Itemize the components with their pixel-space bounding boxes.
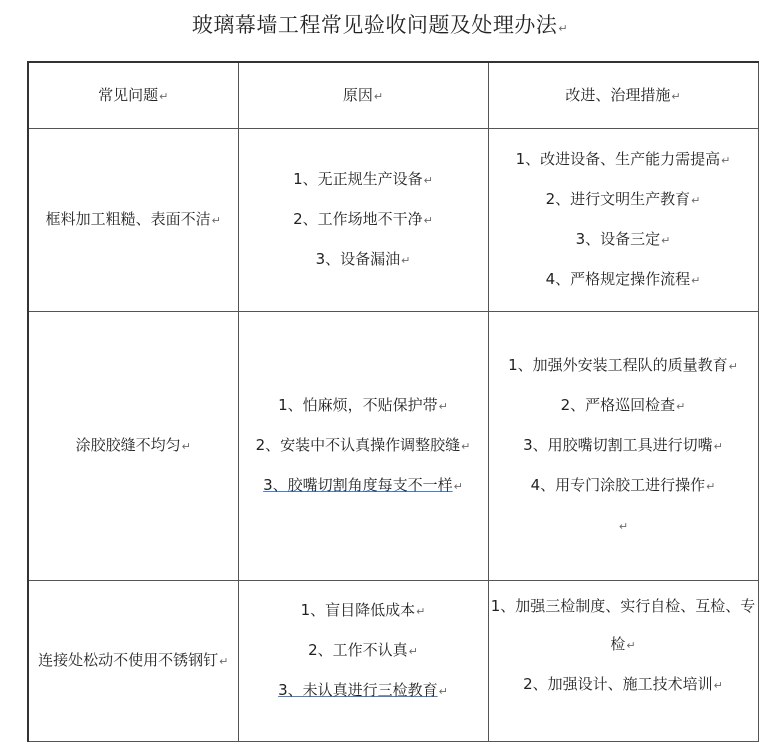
cause-item: 3、胶嘴切割角度每支不一样↵	[263, 476, 463, 494]
empty-paragraph: ↵	[618, 520, 629, 533]
problem-cell: 涂胶胶缝不均匀↵	[28, 312, 238, 581]
cause-item: 1、无正规生产设备↵	[293, 170, 433, 188]
measure-item: 2、严格巡回检查↵	[560, 396, 686, 414]
cause-cell	[238, 312, 488, 581]
measure-item: 3、设备三定↵	[575, 230, 671, 248]
measures-cell	[488, 312, 758, 581]
cause-item: 2、工作场地不干净↵	[293, 210, 433, 228]
measure-item: 1、加强外安装工程队的质量教育↵	[508, 356, 738, 374]
paragraph-mark-icon: ↵	[671, 89, 681, 103]
paragraph-mark-icon: ↵	[159, 89, 169, 103]
document-title: 玻璃幕墙工程常见验收问题及处理办法↵	[191, 13, 569, 37]
table-header-row	[28, 62, 758, 129]
measures-cell	[488, 581, 758, 742]
problem-cell: 框料加工粗糙、表面不洁↵	[28, 129, 238, 312]
measure-item: 4、用专门涂胶工进行操作↵	[530, 476, 716, 494]
paragraph-mark-icon: ↵	[219, 655, 229, 668]
measure-item: 4、严格规定操作流程↵	[545, 270, 701, 288]
cause-item: 3、设备漏油↵	[315, 250, 411, 268]
table-row	[28, 129, 758, 312]
problem-cell: 连接处松动不使用不锈钢钉↵	[28, 581, 238, 742]
cause-item: 1、盲目降低成本↵	[300, 601, 426, 619]
paragraph-mark-icon: ↵	[181, 440, 191, 453]
table-row	[28, 312, 758, 581]
cause-item: 3、未认真进行三检教育↵	[278, 681, 448, 699]
cause-item: 2、安装中不认真操作调整胶缝↵	[255, 436, 471, 454]
cause-item: 2、工作不认真↵	[308, 641, 418, 659]
header-cell-measures: 改进、治理措施↵	[488, 62, 758, 129]
acceptance-issues-table	[27, 61, 759, 742]
measure-item: 2、加强设计、施工技术培训↵	[523, 675, 723, 693]
table-row	[28, 581, 758, 742]
header-cell-problem: 常见问题↵	[28, 62, 238, 129]
measures-cell	[488, 129, 758, 312]
cause-cell	[238, 129, 488, 312]
paragraph-mark-icon: ↵	[558, 22, 569, 35]
measure-item: 1、加强三检制度、实行自检、互检、专检↵	[490, 597, 756, 653]
cause-item: 1、怕麻烦，不贴保护带↵	[278, 396, 448, 414]
measure-item: 1、改进设备、生产能力需提高↵	[515, 150, 731, 168]
header-cell-cause: 原因↵	[238, 62, 488, 129]
measure-item: 3、用胶嘴切割工具进行切嘴↵	[523, 436, 723, 454]
paragraph-mark-icon: ↵	[211, 214, 221, 227]
measure-item: 2、进行文明生产教育↵	[545, 190, 701, 208]
paragraph-mark-icon: ↵	[373, 89, 384, 103]
cause-cell	[238, 581, 488, 742]
